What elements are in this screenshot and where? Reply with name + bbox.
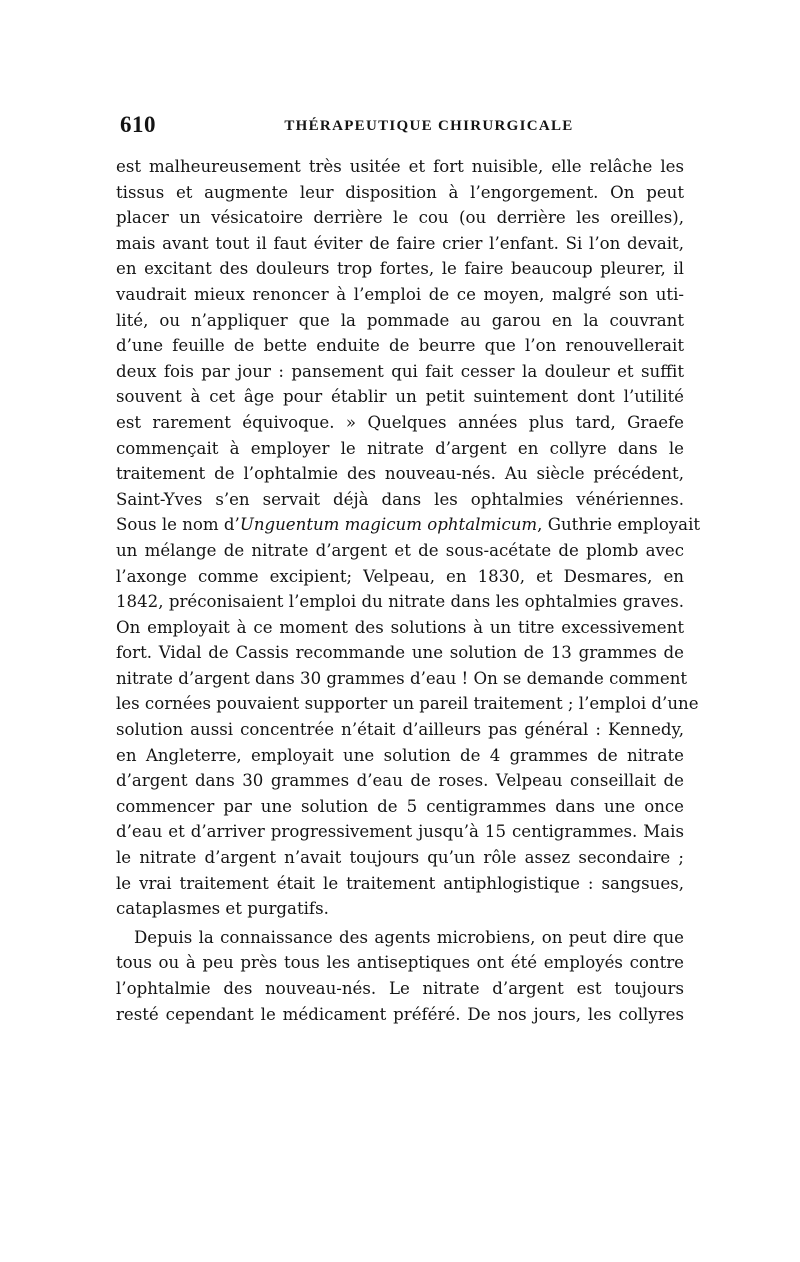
body-text: [116, 154, 701, 1027]
text-line: est malheureusement très usitée et fort nuisible, elle relâche les: [116, 157, 684, 176]
text-line: traitement de l’ophtalmie des nouveau-nés. Au siècle précédent,: [116, 464, 684, 484]
text-line: en excitant des douleurs trop fortes, le faire beaucoup pleurer, il: [116, 259, 684, 279]
text-line: fort. Vidal de Cassis recommande une solution de 13 grammes de: [116, 643, 684, 663]
text-line: resté cependant le médicament préféré. De nos jours, les collyres: [116, 1004, 684, 1024]
text-line: commençait à employer le nitrate d’argent en collyre dans le: [116, 438, 684, 458]
text-line: Saint-Yves s’en servait déjà dans les ophtalmies vénériennes.: [116, 489, 684, 509]
text-line: On employait à ce moment des solutions à un titre excessivement: [116, 617, 684, 637]
text-line: nitrate d’argent dans 30 grammes d’eau ! On se demande comment: [116, 668, 688, 688]
paragraph-end-line: cataplasmes et purgatifs.: [116, 899, 329, 919]
italic-latin-term: Unguentum magicum ophtalmicum: [239, 515, 538, 535]
text-line: 1842, préconisaient l’emploi du nitrate dans les ophtalmies graves.: [116, 592, 684, 612]
text-line: le nitrate d’argent n’avait toujours qu’un rôle assez secondaire ;: [116, 848, 684, 868]
text-line: placer un vésicatoire derrière le cou (ou derrière les oreilles),: [116, 208, 684, 228]
text-line: tissus et augmente leur disposition à l’engorgement. On peut: [116, 182, 684, 202]
text-run: Sous le nom d’: [116, 515, 240, 535]
text-line: d’eau et d’arriver progressivement jusqu’à 15 centigrammes. Mais: [116, 822, 684, 842]
running-head: THÉRAPEUTIQUE CHIRURGICALE: [284, 118, 574, 134]
text-line: le vrai traitement était le traitement antiphlogistique : sangsues,: [116, 873, 684, 893]
text-line: d’argent dans 30 grammes d’eau de roses. Velpeau conseillait de: [116, 771, 684, 791]
text-line: deux fois par jour : pansement qui fait cesser la douleur et suffit: [116, 361, 684, 381]
text-line: lité, ou n’appliquer que la pommade au garou en la couvrant: [116, 310, 684, 330]
text-line: tous ou à peu près tous les antiseptiques ont été employés contre: [116, 953, 684, 973]
text-line-with-italic: [116, 512, 701, 538]
text-line: vaudrait mieux renoncer à l’emploi de ce moyen, malgré son uti-: [116, 284, 684, 304]
text-line: d’une feuille de bette enduite de beurre que l’on renouvellerait: [116, 336, 684, 356]
text-line: les cornées pouvaient supporter un pareil traitement ; l’emploi d’une: [116, 694, 699, 714]
page-number: 610: [120, 112, 156, 137]
text-line: un mélange de nitrate d’argent et de sous-acétate de plomb avec: [116, 540, 684, 560]
text-line: mais avant tout il faut éviter de faire crier l’enfant. Si l’on devait,: [116, 233, 684, 253]
text-line: commencer par une solution de 5 centigrammes dans une once: [116, 796, 684, 816]
text-line: souvent à cet âge pour établir un petit suintement dont l’utilité: [116, 387, 684, 407]
paragraph-first-line: Depuis la connaissance des agents microbiens, on peut dire que: [134, 927, 684, 947]
text-run: , Guthrie employait: [537, 515, 701, 535]
page-header: [116, 112, 684, 142]
text-line: l’axonge comme excipient; Velpeau, en 1830, et Desmares, en: [116, 566, 684, 586]
text-line: en Angleterre, employait une solution de 4 grammes de nitrate: [116, 745, 684, 765]
text-line: est rarement équivoque. » Quelques années plus tard, Graefe: [116, 412, 684, 432]
text-line: solution aussi concentrée n’était d’ailleurs pas général : Kennedy,: [116, 720, 684, 740]
text-line: l’ophtalmie des nouveau-nés. Le nitrate d’argent est toujours: [116, 979, 684, 998]
